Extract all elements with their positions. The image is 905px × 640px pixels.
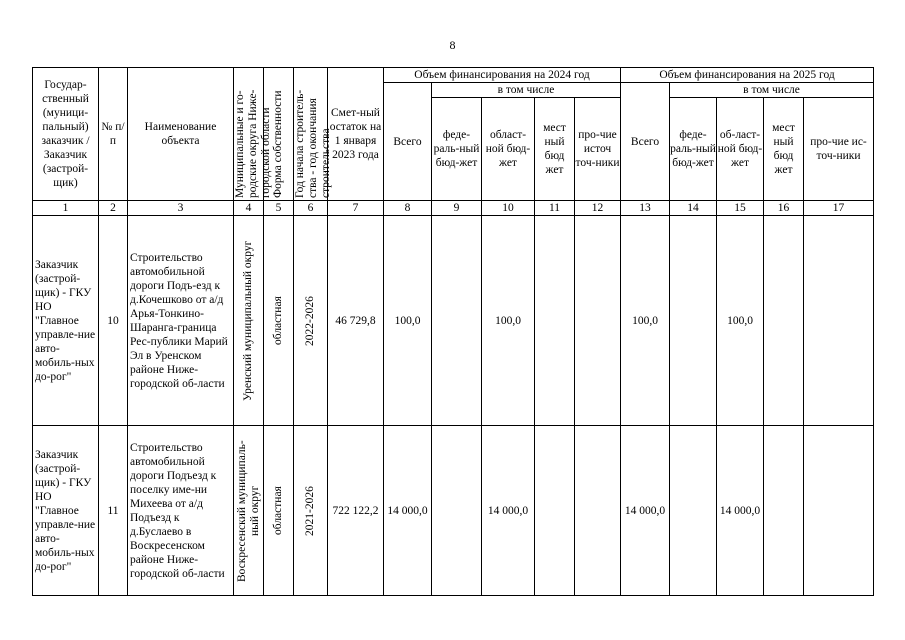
- row-regional-2024: 100,0: [482, 216, 535, 426]
- header-other-2024: про-чие источ точ-ники: [575, 98, 621, 201]
- row-regional-2025: 100,0: [717, 216, 764, 426]
- header-total-2024: Всего: [384, 83, 432, 201]
- column-number: 6: [294, 201, 328, 216]
- column-number: 13: [621, 201, 670, 216]
- row-regional-2024: 14 000,0: [482, 426, 535, 596]
- header-total-2025: Всего: [621, 83, 670, 201]
- header-years: Год начала строитель-ства - год окончания строительства: [294, 68, 328, 201]
- row-municipality: Воскресенский муниципаль-ный округ: [234, 426, 264, 596]
- column-number: 5: [264, 201, 294, 216]
- row-total-2025: 14 000,0: [621, 426, 670, 596]
- header-regional-2025: об-ласт-ной бюд-жет: [717, 98, 764, 201]
- table-row: [33, 426, 874, 596]
- header-num: № п/п: [99, 68, 128, 201]
- column-number: 1: [33, 201, 99, 216]
- column-number: 15: [717, 201, 764, 216]
- page-number: 8: [449, 38, 456, 52]
- column-number: 4: [234, 201, 264, 216]
- row-remainder: 722 122,2: [328, 426, 384, 596]
- header-federal-2024: феде-раль-ный бюд-жет: [432, 98, 482, 201]
- column-number: 11: [535, 201, 575, 216]
- header-local-2025: мест ный бюд жет: [764, 98, 804, 201]
- column-number: 9: [432, 201, 482, 216]
- row-local-2025: [764, 426, 804, 596]
- row-total-2024: 100,0: [384, 216, 432, 426]
- header-other-2025: про-чие ис-точ-ники: [804, 98, 874, 201]
- header-financing-2024: Объем финансирования на 2024 год: [384, 68, 621, 83]
- column-number: 12: [575, 201, 621, 216]
- row-other-2024: [575, 426, 621, 596]
- row-regional-2025: 14 000,0: [717, 426, 764, 596]
- row-object-name: Строительство автомобильной дороги Подъезд к поселку име-ни Михеева от а/д Подъезд к д.Буслаево в Воскресенском районе Ниже-городской об-ласти: [128, 426, 234, 596]
- row-other-2025: [804, 216, 874, 426]
- row-local-2024: [535, 216, 575, 426]
- row-ownership: областная: [264, 426, 294, 596]
- row-federal-2025: [670, 216, 717, 426]
- row-federal-2024: [432, 216, 482, 426]
- column-number-row: [33, 201, 874, 216]
- column-number: 2: [99, 201, 128, 216]
- row-total-2025: 100,0: [621, 216, 670, 426]
- header-customer: Государ-ственный (муници-пальный) заказчик / Заказчик (застрой-щик): [33, 68, 99, 201]
- header-object-name: Наименование объекта: [128, 68, 234, 201]
- row-federal-2024: [432, 426, 482, 596]
- row-ownership: областная: [264, 216, 294, 426]
- row-local-2025: [764, 216, 804, 426]
- header-municipality: Муниципальные и го-родские округа Ниже-городской области: [234, 68, 264, 201]
- row-municipality: Уренский муниципальный округ: [234, 216, 264, 426]
- financing-table: [32, 67, 874, 596]
- header-including-2025: в том числе: [670, 83, 874, 98]
- header-ownership: Форма собственности: [264, 68, 294, 201]
- column-number: 16: [764, 201, 804, 216]
- table-row: [33, 216, 874, 426]
- row-federal-2025: [670, 426, 717, 596]
- column-number: 7: [328, 201, 384, 216]
- header-local-2024: мест ный бюд жет: [535, 98, 575, 201]
- header-financing-2025: Объем финансирования на 2025 год: [621, 68, 874, 83]
- row-other-2024: [575, 216, 621, 426]
- column-number: 17: [804, 201, 874, 216]
- column-number: 10: [482, 201, 535, 216]
- row-remainder: 46 729,8: [328, 216, 384, 426]
- row-other-2025: [804, 426, 874, 596]
- column-number: 3: [128, 201, 234, 216]
- header-federal-2025: феде-раль-ный бюд-жет: [670, 98, 717, 201]
- row-years: 2021-2026: [294, 426, 328, 596]
- header-remainder: Смет-ный остаток на 1 января 2023 года: [328, 68, 384, 201]
- column-number: 14: [670, 201, 717, 216]
- header-regional-2024: област-ной бюд-жет: [482, 98, 535, 201]
- header-including-2024: в том числе: [432, 83, 621, 98]
- row-number: 10: [99, 216, 128, 426]
- row-number: 11: [99, 426, 128, 596]
- row-customer: Заказчик (застрой-щик) - ГКУ НО "Главное управле-ние авто-мобиль-ных до-рог": [33, 216, 99, 426]
- row-total-2024: 14 000,0: [384, 426, 432, 596]
- column-number: 8: [384, 201, 432, 216]
- row-object-name: Строительство автомобильной дороги Подъ-езд к д.Кочешково от а/д Арья-Тонкино-Шаранга-граница Рес-публики Марий Эл в Уренском районе Ниже-городской об-ласти: [128, 216, 234, 426]
- row-local-2024: [535, 426, 575, 596]
- row-customer: Заказчик (застрой-щик) - ГКУ НО "Главное управле-ние авто-мобиль-ных до-рог": [33, 426, 99, 596]
- row-years: 2022-2026: [294, 216, 328, 426]
